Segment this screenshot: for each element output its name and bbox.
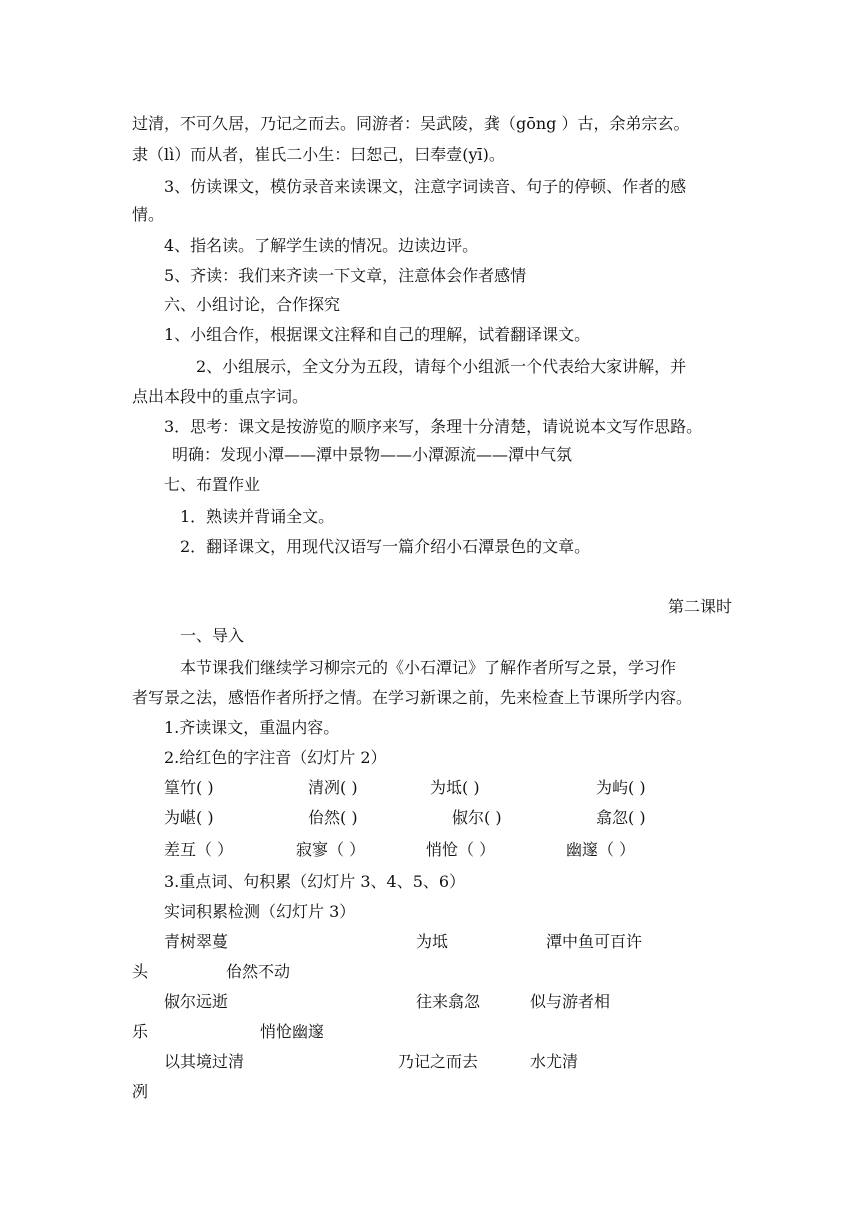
vocab-item: 似与游者相 [530,992,611,1011]
vocab-item: 冽 [132,1082,149,1101]
fill-item: 差互（ ） [164,840,234,859]
list-item: 2.给红色的字注音（幻灯片 2） [164,748,387,767]
fill-item: 寂寥（ ） [296,840,366,859]
fill-item: 佁然( ) [308,808,358,827]
section-heading: 六、小组讨论，合作探究 [164,295,341,314]
list-item: 1．熟读并背诵全文。 [180,507,335,526]
fill-item: 翕忽( ) [596,808,646,827]
paragraph-line: 4、指名读。了解学生读的情况。边读边评。 [164,236,479,255]
vocab-item: 乃记之而去 [398,1052,479,1071]
vocab-item: 头 [132,962,149,981]
section-heading: 一、导入 [180,626,245,645]
fill-item: 为屿( ) [596,778,646,797]
vocab-item: 水尤清 [530,1052,579,1071]
list-item: 2．翻译课文，用现代汉语写一篇介绍小石潭景色的文章。 [180,537,591,556]
list-item: 3.重点词、句积累（幻灯片 3、4、5、6） [164,872,466,891]
vocab-item: 潭中鱼可百许 [546,932,643,951]
fill-item: 清冽( ) [308,778,358,797]
paragraph-line: 5、齐读：我们来齐读一下文章，注意体会作者感情 [164,266,527,285]
list-item: 1.齐读课文，重温内容。 [164,718,340,737]
vocab-item: 为坻 [416,932,449,951]
fill-item: 俶尔( ) [452,808,502,827]
paragraph-line: 隶（lì）而从者，崔氏二小生：曰恕己，曰奉壹(yī)。 [132,145,505,164]
vocab-item: 乐 [132,1022,149,1041]
paragraph-line: 明确：发现小潭——潭中景物——小潭源流——潭中气氛 [172,445,573,464]
vocab-item: 以其境过清 [164,1052,245,1071]
fill-item: 为嵁( ) [164,808,214,827]
paragraph-line: 点出本段中的重点字词。 [132,387,309,406]
fill-item: 篁竹( ) [164,778,214,797]
vocab-item: 悄怆幽邃 [260,1022,325,1041]
section-heading: 七、布置作业 [164,475,261,494]
paragraph-line: 2、小组展示，全文分为五段，请每个小组派一个代表给大家讲解，并 [196,357,687,376]
paragraph-line: 1、小组合作，根据课文注释和自己的理解，试着翻译课文。 [164,325,591,344]
vocab-item: 往来翕忽 [416,992,481,1011]
paragraph-line: 者写景之法，感悟作者所抒之情。在学习新课之前，先来检查上节课所学内容。 [132,688,693,707]
paragraph-line: 实词积累检测（幻灯片 3） [164,902,356,921]
vocab-item: 佁然不动 [226,962,291,981]
fill-item: 悄怆（ ） [426,840,496,859]
paragraph-line: 本节课我们继续学习柳宗元的《小石潭记》了解作者所写之景，学习作 [180,658,677,677]
paragraph-line: 情。 [132,205,165,224]
paragraph-line: 3．思考：课文是按游览的顺序来写，条理十分清楚，请说说本文写作思路。 [164,417,703,436]
vocab-item: 俶尔远逝 [164,992,229,1011]
paragraph-line: 3、仿读课文，模仿录音来读课文，注意字词读音、句子的停顿、作者的感 [164,177,687,196]
vocab-item: 青树翠蔓 [164,932,229,951]
fill-item: 幽邃（ ） [566,840,636,859]
lesson-title: 第二课时 [667,597,732,616]
paragraph-line: 过清，不可久居，乃记之而去。同游者：吴武陵，龚（gōng ）古，余弟宗玄。 [132,114,690,133]
fill-item: 为坻( ) [430,778,480,797]
